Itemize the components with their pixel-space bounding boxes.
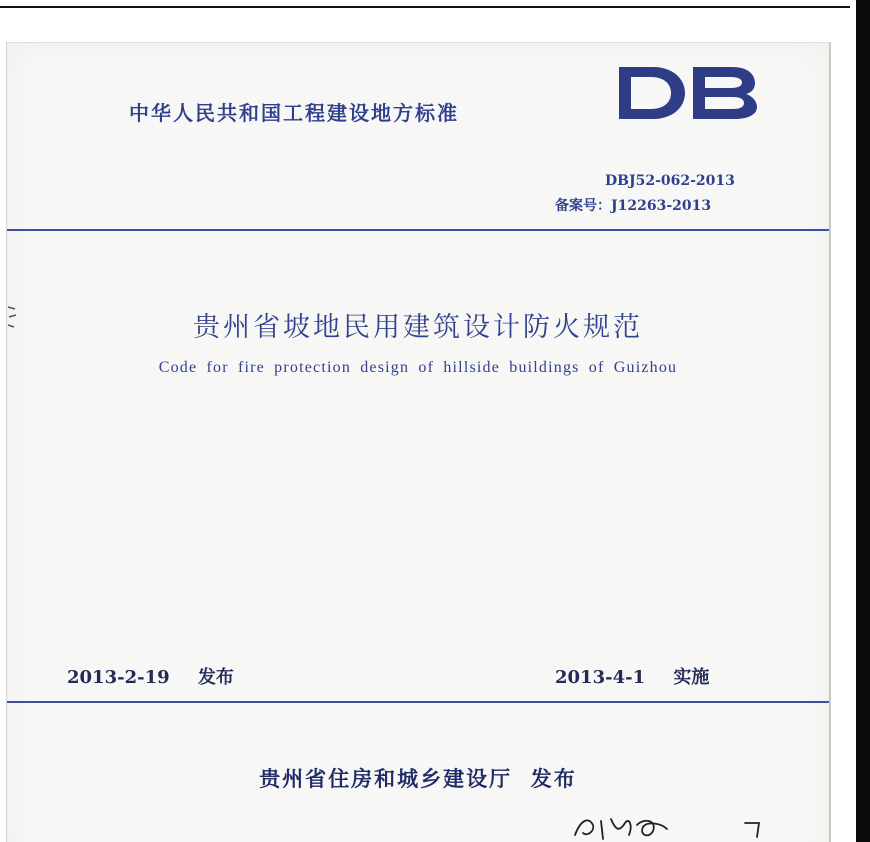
published-date: 2013-2-19 <box>67 667 170 688</box>
published-date-block <box>67 663 234 689</box>
scan-right-edge <box>856 0 870 842</box>
binding-mark <box>7 301 17 341</box>
published-label: 发布 <box>197 667 234 688</box>
chinese-title: 贵州省坡地民用建筑设计防火规范 <box>193 312 643 343</box>
issuing-authority: 贵州省住房和城乡建设厅 发布 <box>259 767 577 791</box>
upper-rule <box>7 229 829 231</box>
scan-edge-line <box>0 6 850 8</box>
effective-date-block <box>555 663 709 689</box>
handwritten-signature <box>567 811 767 841</box>
effective-date: 2013-4-1 <box>555 667 646 688</box>
lower-rule <box>7 701 829 703</box>
document-cover <box>6 42 831 842</box>
record-number: 备案号：J12263-2013 <box>555 198 712 214</box>
standard-code: DBJ52-062-2013 <box>605 173 735 189</box>
scan-top-margin <box>0 0 870 40</box>
english-title: Code for fire protection design of hillside buildings of Guizhou <box>158 359 678 376</box>
effective-label: 实施 <box>673 667 710 688</box>
standard-type-heading: 中华人民共和国工程建设地方标准 <box>129 101 459 125</box>
db-logo <box>615 63 759 123</box>
